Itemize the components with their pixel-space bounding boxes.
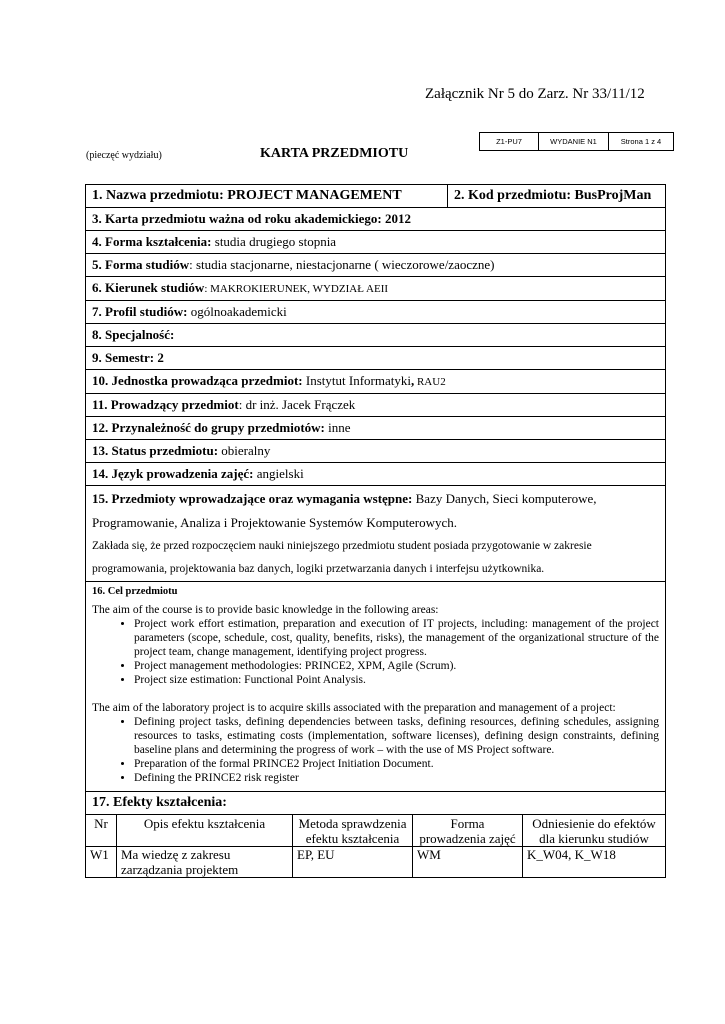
column-header-nr: Nr (86, 815, 117, 847)
course-status-value: obieralny (218, 443, 271, 458)
list-item: • Preparation of the formal PRINCE2 Project Initiation Document. (134, 757, 659, 771)
education-form-label: 4. Forma kształcenia: (92, 234, 212, 249)
learning-outcomes-table (85, 814, 666, 878)
row-course-status (86, 440, 666, 463)
outcome-description: Ma wiedzę z zakresu zarządzania projektem (117, 847, 293, 878)
course-info-table (85, 184, 666, 815)
study-profile-label: 7. Profil studiów: (92, 304, 188, 319)
list-item: • Project size estimation: Functional Point Analysis. (134, 673, 659, 687)
outcome-class-form: WM (413, 847, 523, 878)
lecturer-value: : dr inż. Jacek Frączek (238, 397, 356, 412)
semester: 9. Semestr: 2 (86, 347, 666, 370)
course-name: 1. Nazwa przedmiotu: PROJECT MANAGEMENT (86, 185, 448, 208)
outcome-field-reference: K_W04, K_W18 (523, 847, 666, 878)
teaching-unit-value: Instytut Informatyki (302, 373, 411, 388)
column-header-class-form: Forma prowadzenia zajęć (413, 815, 523, 847)
teaching-unit-label: 10. Jednostka prowadząca przedmiot: (92, 373, 303, 388)
lab-aim-list (92, 715, 659, 785)
study-form-label: 5. Forma studiów (92, 257, 190, 272)
teaching-unit-extra: RAU2 (414, 376, 446, 388)
prerequisites-note-line2: programowania, projektowania baz danych, logiki przetwarzania danych i interfejsu użytkownika. (92, 563, 545, 575)
list-item: • Project work effort estimation, preparation and execution of IT projects, including: management of the project parameters (scope, schedule, cost, quality, benefits, risks), the management of the organizational structure of the project team, change management, identifying project progress. (134, 617, 659, 659)
column-header-description: Opis efektu kształcenia (117, 815, 293, 847)
valid-from-year: 3. Karta przedmiotu ważna od roku akademickiego: 2012 (86, 208, 666, 231)
course-aim-list (92, 617, 659, 687)
outcome-verification-method: EP, EU (293, 847, 413, 878)
course-group-value: inne (324, 420, 351, 435)
lab-aim-intro: The aim of the laboratory project is to acquire skills associated with the preparation and management of a project: (92, 702, 616, 714)
study-profile-value: ogólnoakademicki (187, 304, 287, 319)
column-header-field-reference: Odniesienie do efektów dla kierunku studiów (523, 815, 666, 847)
row-study-form (86, 254, 666, 277)
row-field-of-study (86, 277, 666, 301)
row-lecturer (86, 394, 666, 417)
document-title: KARTA PRZEDMIOTU (260, 146, 409, 161)
outcomes-header-row (86, 815, 666, 847)
row-teaching-unit (86, 370, 666, 394)
prerequisites-label: 15. Przedmioty wprowadzające oraz wymagania wstępne: (92, 491, 413, 506)
list-item: • Defining project tasks, defining dependencies between tasks, defining resources, defining schedules, assigning resources to tasks, estimating costs (implementation, software licenses), defining design constraints, defining baseline plans and determining the progress of work – with the use of MS Project software. (134, 715, 659, 757)
course-aim-heading: 16. Cel przedmiotu (92, 586, 178, 597)
education-form-value: studia drugiego stopnia (211, 234, 337, 249)
prerequisites-value-line2: Programowanie, Analiza i Projektowanie Systemów Komputerowych. (92, 515, 458, 530)
course-group-label: 12. Przynależność do grupy przedmiotów: (92, 420, 325, 435)
outcome-nr: W1 (86, 847, 117, 878)
page-counter: Strona 1 z 4 (609, 133, 674, 151)
table-row (86, 847, 666, 878)
course-status-label: 13. Status przedmiotu: (92, 443, 219, 458)
row-language (86, 463, 666, 486)
list-item: • Defining the PRINCE2 risk register (134, 771, 659, 785)
language-label: 14. Język prowadzenia zajęć: (92, 466, 254, 481)
edition-code: WYDANIE N1 (539, 133, 609, 151)
specialization: 8. Specjalność: (86, 324, 666, 347)
form-code: Z1-PU7 (480, 133, 539, 151)
column-header-verification-method: Metoda sprawdzenia efektu kształcenia (293, 815, 413, 847)
row-prerequisites (86, 486, 666, 582)
row-course-group (86, 417, 666, 440)
lecturer-label: 11. Prowadzący przedmiot (92, 397, 239, 412)
row-course-aim (86, 582, 666, 792)
field-of-study-label: 6. Kierunek studiów (92, 280, 205, 295)
language-value: angielski (253, 466, 304, 481)
course-code: 2. Kod przedmiotu: BusProjMan (448, 185, 666, 208)
faculty-seal-label: (pieczęć wydziału) (86, 150, 162, 161)
prerequisites-value-line1: Bazy Danych, Sieci komputerowe, (412, 491, 597, 506)
teaching-unit-comma: , (410, 373, 415, 388)
row-course-name (86, 185, 666, 208)
course-aim-intro: The aim of the course is to provide basic knowledge in the following areas: (92, 604, 439, 616)
row-education-form (86, 231, 666, 254)
row-study-profile (86, 301, 666, 324)
list-item: • Project management methodologies: PRINCE2, XPM, Agile (Scrum). (134, 659, 659, 673)
prerequisites-note-line1: Zakłada się, że przed rozpoczęciem nauki niniejszego przedmiotu student posiada przygotowanie w zakresie (92, 540, 592, 552)
document-code-box (479, 132, 674, 151)
field-of-study-value: : MAKROKIERUNEK, WYDZIAŁ AEII (204, 283, 389, 295)
annex-reference: Załącznik Nr 5 do Zarz. Nr 33/11/12 (425, 86, 645, 102)
study-form-value: : studia stacjonarne, niestacjonarne ( wieczorowe/zaoczne) (189, 257, 495, 272)
learning-outcomes-heading: 17. Efekty kształcenia: (86, 792, 666, 815)
